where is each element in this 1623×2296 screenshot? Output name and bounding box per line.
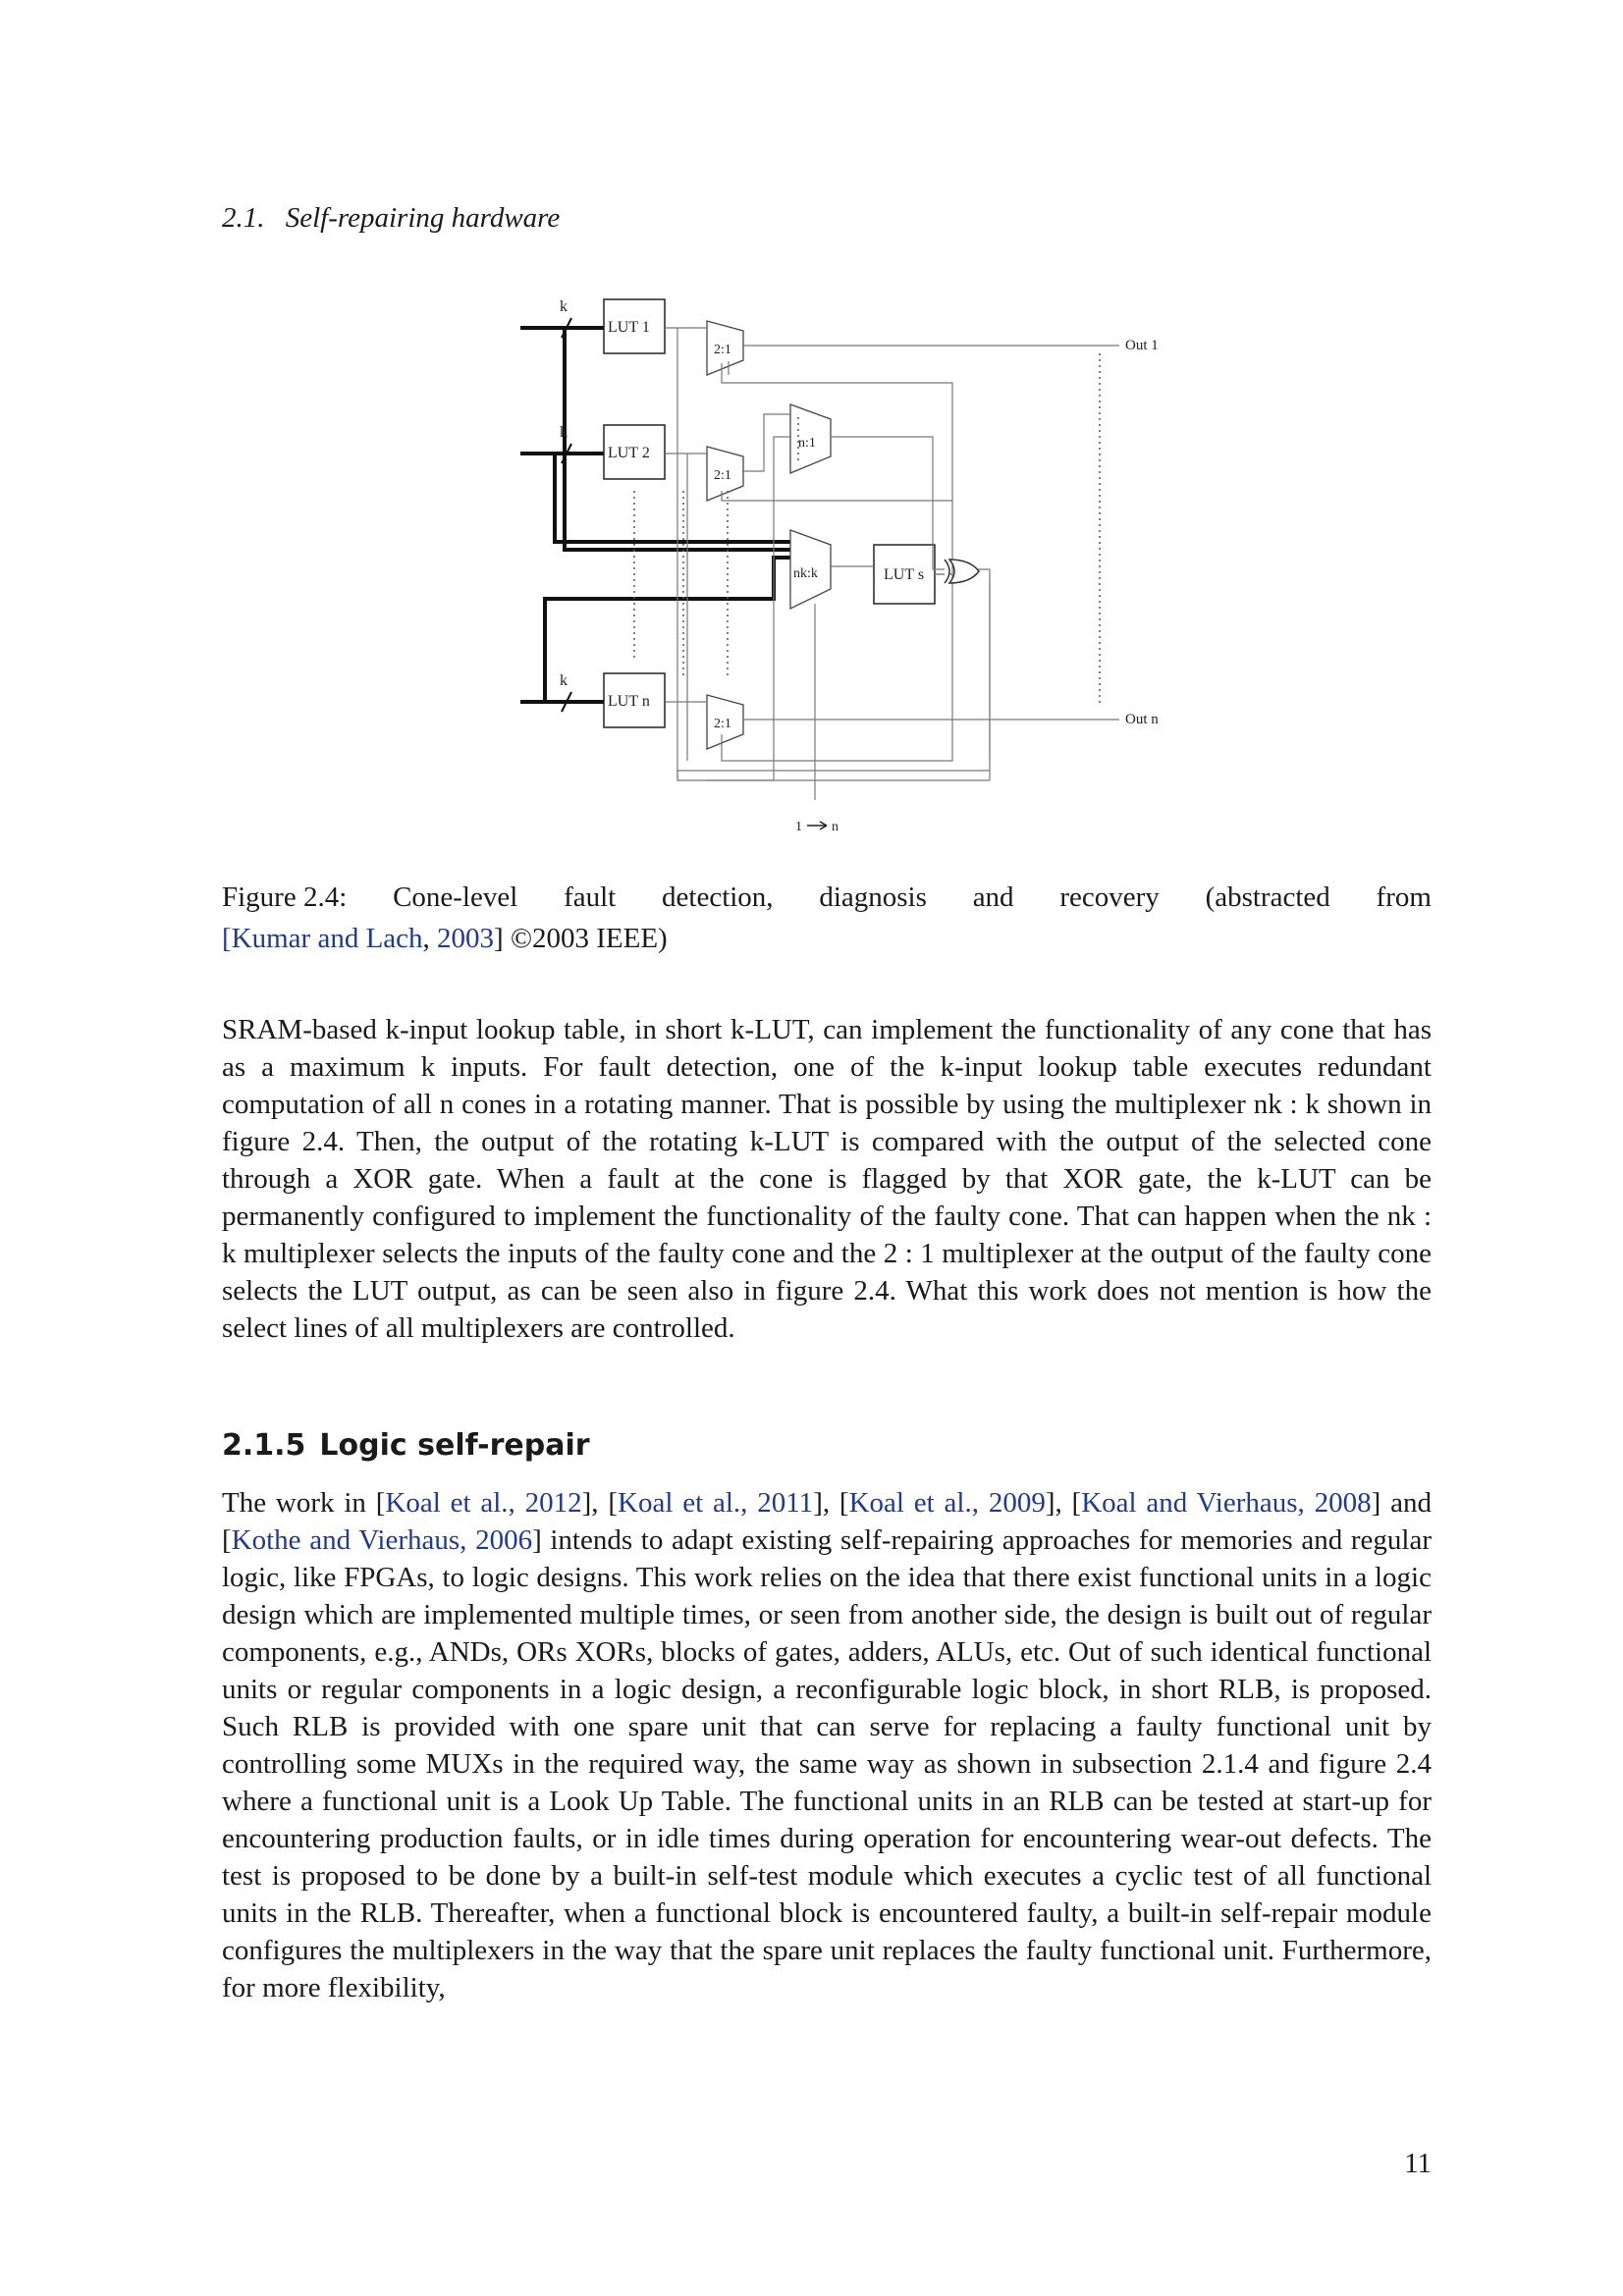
- page-number: 11: [1404, 2148, 1432, 2179]
- mux-nkk-label: nk:k: [793, 566, 818, 581]
- caption-word: and: [972, 881, 1014, 913]
- header-number: 2.1.: [222, 202, 265, 234]
- k-label-n: k: [560, 672, 568, 689]
- citation-authors: Koal et al.: [385, 1487, 509, 1519]
- out-n-label: Out n: [1125, 712, 1159, 727]
- counter-from-label: 1: [795, 820, 802, 834]
- citation-authors: Kothe and Vierhaus: [231, 1524, 460, 1556]
- lut-2-label: LUT 2: [608, 445, 650, 461]
- paragraph-klut: SRAM-based k-input lookup table, in short k-LUT, can implement the functionality of any cone that has as a maximum k inputs. For fault detection, one of the k-input lookup table executes redundant computation of all n cones in a rotating manner. That is possible by using the multiplexer nk : k shown in figure 2.4. Then, the output of the rotating k-LUT is compared with the output of the selected cone through a XOR gate. When a fault at the cone is flagged by that XOR gate, the k-LUT can be permanently configured to implement the functionality of the faulty cone. That can happen when the nk : k multiplexer selects the inputs of the faulty cone and the 2 : 1 multiplexer at the output of the faulty cone selects the LUT output, as can be seen also in figure 2.4. What this work does not mention is how the select lines of all multiplexers are controlled.: [222, 1014, 1432, 1344]
- paragraph-intro: The work in: [222, 1487, 376, 1519]
- citation-year: 2009: [988, 1487, 1046, 1519]
- citation-authors: Kumar and Lach: [231, 923, 423, 954]
- counter-to-label: n: [832, 820, 839, 834]
- paragraph-logic-self-repair: The work in [Koal et al., 2012], [Koal et al., 2011], [Koal et al., 2009], [Koal and Vierhaus, 2008] and [Kothe and Vierhaus, 2006] intends to adapt existing self-repairing approaches for memories and regular logic, like FPGAs, to logic designs. This work relies on the idea that there exist functional units in a logic design which are implemented multiple times, or seen from another side, the design is built out of regular components, e.g., ANDs, ORs XORs, blocks of gates, adders, ALUs, etc. Out of such identical functional units or regular components in a logic design, a reconfigurable logic block, in short RLB, is proposed. Such RLB is provided with one spare unit that can serve for replacing a faulty functional unit by controlling some MUXs in the required way, the same way as shown in subsection 2.1.4 and figure 2.4 where a functional unit is a Look Up Table. The functional units in an RLB can be tested at start-up for encountering production faults, or in idle times during operation for encountering wear-out defects. The test is proposed to be done by a built-in self-test module which executes a cyclic test of all functional units in the RLB. Thereafter, when a functional block is encountered faulty, a built-in self-repair module configures the multiplexers in the way that the spare unit replaces the faulty functional unit. Furthermore, for more flexibility,: [222, 1487, 1432, 2003]
- citation-kothe-vierhaus-2006[interactable]: Kothe and Vierhaus, 2006: [231, 1524, 533, 1556]
- section-number: 2.1.5: [222, 1428, 306, 1463]
- caption-word: detection,: [662, 881, 774, 913]
- figure-2-4: [511, 285, 1159, 864]
- section-title: Logic self-repair: [319, 1428, 590, 1463]
- citation-year: 2008: [1314, 1487, 1372, 1519]
- header-title: Self-repairing hardware: [285, 202, 561, 234]
- paragraph-body: intends to adapt existing self-repairing approaches for memories and regular logic, like FPGAs, to logic designs. This work relies on the idea that there exist functional units in a logic design which are implemented multiple times, or seen from another side, the design is built out of regular components, e.g., ANDs, ORs XORs, blocks of gates, adders, ALUs, etc. Out of such identical functional units or regular components in a logic design, a reconfigurable logic block, in short RLB, is proposed. Such RLB is provided with one spare unit that can serve for replacing a faulty functional unit by controlling some MUXs in the required way, the same way as shown in subsection 2.1.4 and figure 2.4 where a functional unit is a Look Up Table. The functional units in an RLB can be tested at start-up for encountering production faults, or in idle times during operation for encountering wear-out defects. The test is proposed to be done by a built-in self-test module which executes a cyclic test of all functional units in the RLB. Thereafter, when a functional block is encountered faulty, a built-in self-repair module configures the multiplexers in the way that the spare unit replaces the faulty functional unit. Furthermore, for more flexibility,: [222, 1524, 1432, 2003]
- citation-year: 2003: [437, 923, 495, 954]
- section-heading: [222, 1428, 590, 1463]
- caption-word: from: [1376, 881, 1432, 913]
- mux-n-label: 2:1: [714, 717, 731, 731]
- citation-authors: Koal et al.: [848, 1487, 972, 1519]
- out-1-label: Out 1: [1125, 338, 1159, 353]
- citation-authors: Koal and Vierhaus: [1081, 1487, 1298, 1519]
- caption-word: (abstracted: [1205, 881, 1330, 913]
- xor-gate: [949, 560, 979, 583]
- citation-year: 2012: [524, 1487, 582, 1519]
- lut-n-label: LUT n: [608, 693, 650, 710]
- caption-word: recovery: [1059, 881, 1160, 913]
- caption-copyright: ©2003 IEEE): [503, 923, 668, 954]
- citation-authors: Koal et al.: [618, 1487, 741, 1519]
- caption-word: Cone-level: [393, 881, 518, 913]
- citation-koal-vierhaus-2008[interactable]: Koal and Vierhaus, 2008: [1081, 1487, 1372, 1519]
- k-label-2: k: [560, 424, 568, 441]
- citation-separator: ,: [422, 923, 438, 954]
- mux-n1-label: n:1: [798, 436, 816, 451]
- citation-year-link[interactable]: [437, 923, 494, 954]
- citation-koal-2009[interactable]: Koal et al., 2009: [848, 1487, 1046, 1519]
- caption-label: Figure 2.4:: [222, 881, 348, 913]
- conjunction: and: [1390, 1487, 1432, 1519]
- lut-s-label: LUT s: [884, 566, 925, 583]
- citation-bracket: [: [222, 923, 232, 954]
- lut-1-label: LUT 1: [608, 319, 650, 336]
- citation-kumar-lach[interactable]: [232, 923, 423, 954]
- running-header: [222, 202, 560, 235]
- citation-koal-2011[interactable]: Koal et al., 2011: [618, 1487, 814, 1519]
- caption-word: diagnosis: [819, 881, 927, 913]
- citation-koal-2012[interactable]: Koal et al., 2012: [385, 1487, 582, 1519]
- citation-year: 2011: [757, 1487, 814, 1519]
- fault-detection-diagram: [511, 285, 1159, 864]
- mux-2-label: 2:1: [714, 468, 731, 483]
- citation-bracket: ]: [494, 923, 504, 954]
- k-label-1: k: [560, 298, 568, 315]
- mux-1-label: 2:1: [714, 343, 731, 357]
- citation-year: 2006: [475, 1524, 533, 1556]
- caption-word: fault: [564, 881, 617, 913]
- figure-caption: [222, 877, 1432, 959]
